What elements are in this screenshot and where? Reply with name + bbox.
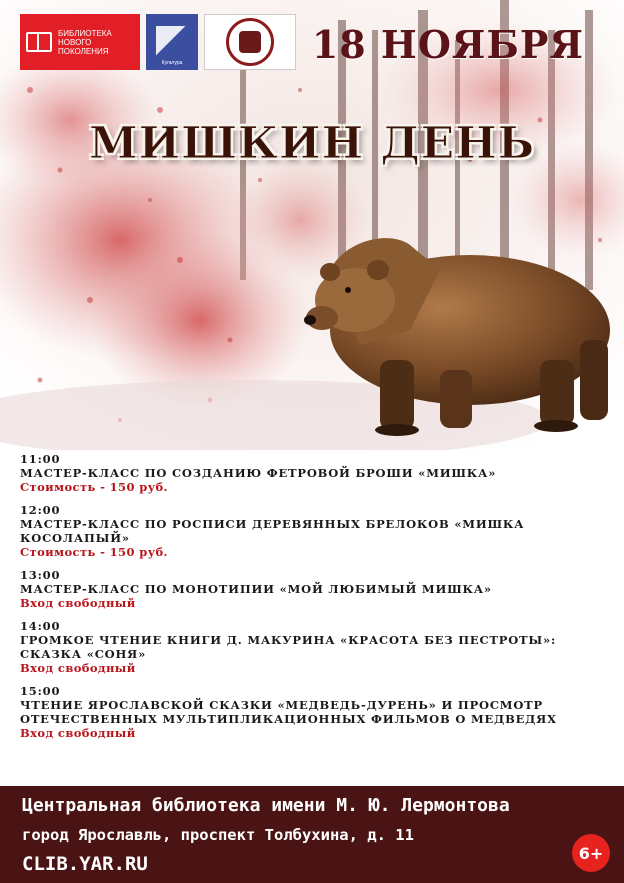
event-time: 14:00 — [20, 619, 61, 633]
schedule-item — [20, 619, 610, 676]
culture-logo: Культура — [146, 14, 198, 70]
event-schedule — [20, 452, 610, 749]
library-address: город Ярославль, проспект Толбухина, д. 11 — [22, 826, 414, 844]
page-title: МИШКИН ДЕНЬ — [88, 118, 536, 169]
logo-bar — [20, 14, 296, 70]
library-logo: БИБЛИОТЕКА НОВОГО ПОКОЛЕНИЯ — [20, 14, 140, 70]
age-rating-badge: 6+ — [572, 834, 610, 872]
event-time: 13:00 — [20, 568, 61, 582]
schedule-item — [20, 568, 610, 611]
event-description: МАСТЕР-КЛАСС ПО МОНОТИПИИ «МОЙ ЛЮБИМЫЙ МИШКА» — [20, 582, 492, 596]
book-icon — [26, 32, 52, 52]
event-description: ЧТЕНИЕ ЯРОСЛАВСКОЙ СКАЗКИ «МЕДВЕДЬ-ДУРЕНЬ» И ПРОСМОТР ОТЕЧЕСТВЕННЫХ МУЛЬТИПЛИКАЦИОННЫХ ФИЛЬМОВ О МЕДВЕДЯХ — [20, 698, 557, 726]
schedule-item — [20, 452, 610, 495]
event-description: МАСТЕР-КЛАСС ПО РОСПИСИ ДЕРЕВЯННЫХ БРЕЛОКОВ «МИШКА КОСОЛАПЫЙ» — [20, 517, 525, 545]
event-time: 11:00 — [20, 452, 61, 466]
library-name: Центральная библиотека имени М. Ю. Лермонтова — [22, 795, 510, 816]
event-price: Стоимость - 150 руб. — [20, 545, 168, 559]
schedule-item — [20, 684, 610, 741]
event-price: Стоимость - 150 руб. — [20, 480, 168, 494]
event-description: ГРОМКОЕ ЧТЕНИЕ КНИГИ Д. МАКУРИНА «КРАСОТА БЕЗ ПЕСТРОТЫ»: СКАЗКА «СОНЯ» — [20, 633, 557, 661]
cbs-logo — [204, 14, 296, 70]
emblem-icon — [226, 18, 274, 66]
event-time: 12:00 — [20, 503, 61, 517]
website-link[interactable]: CLIB.YAR.RU — [22, 853, 148, 875]
event-description: МАСТЕР-КЛАСС ПО СОЗДАНИЮ ФЕТРОВОЙ БРОШИ «МИШКА» — [20, 466, 497, 480]
event-time: 15:00 — [20, 684, 61, 698]
event-price: Вход свободный — [20, 596, 136, 610]
footer — [0, 786, 624, 883]
event-date: 18 НОЯБРЯ — [311, 22, 584, 67]
event-price: Вход свободный — [20, 661, 136, 675]
schedule-item — [20, 503, 610, 560]
event-price: Вход свободный — [20, 726, 136, 740]
